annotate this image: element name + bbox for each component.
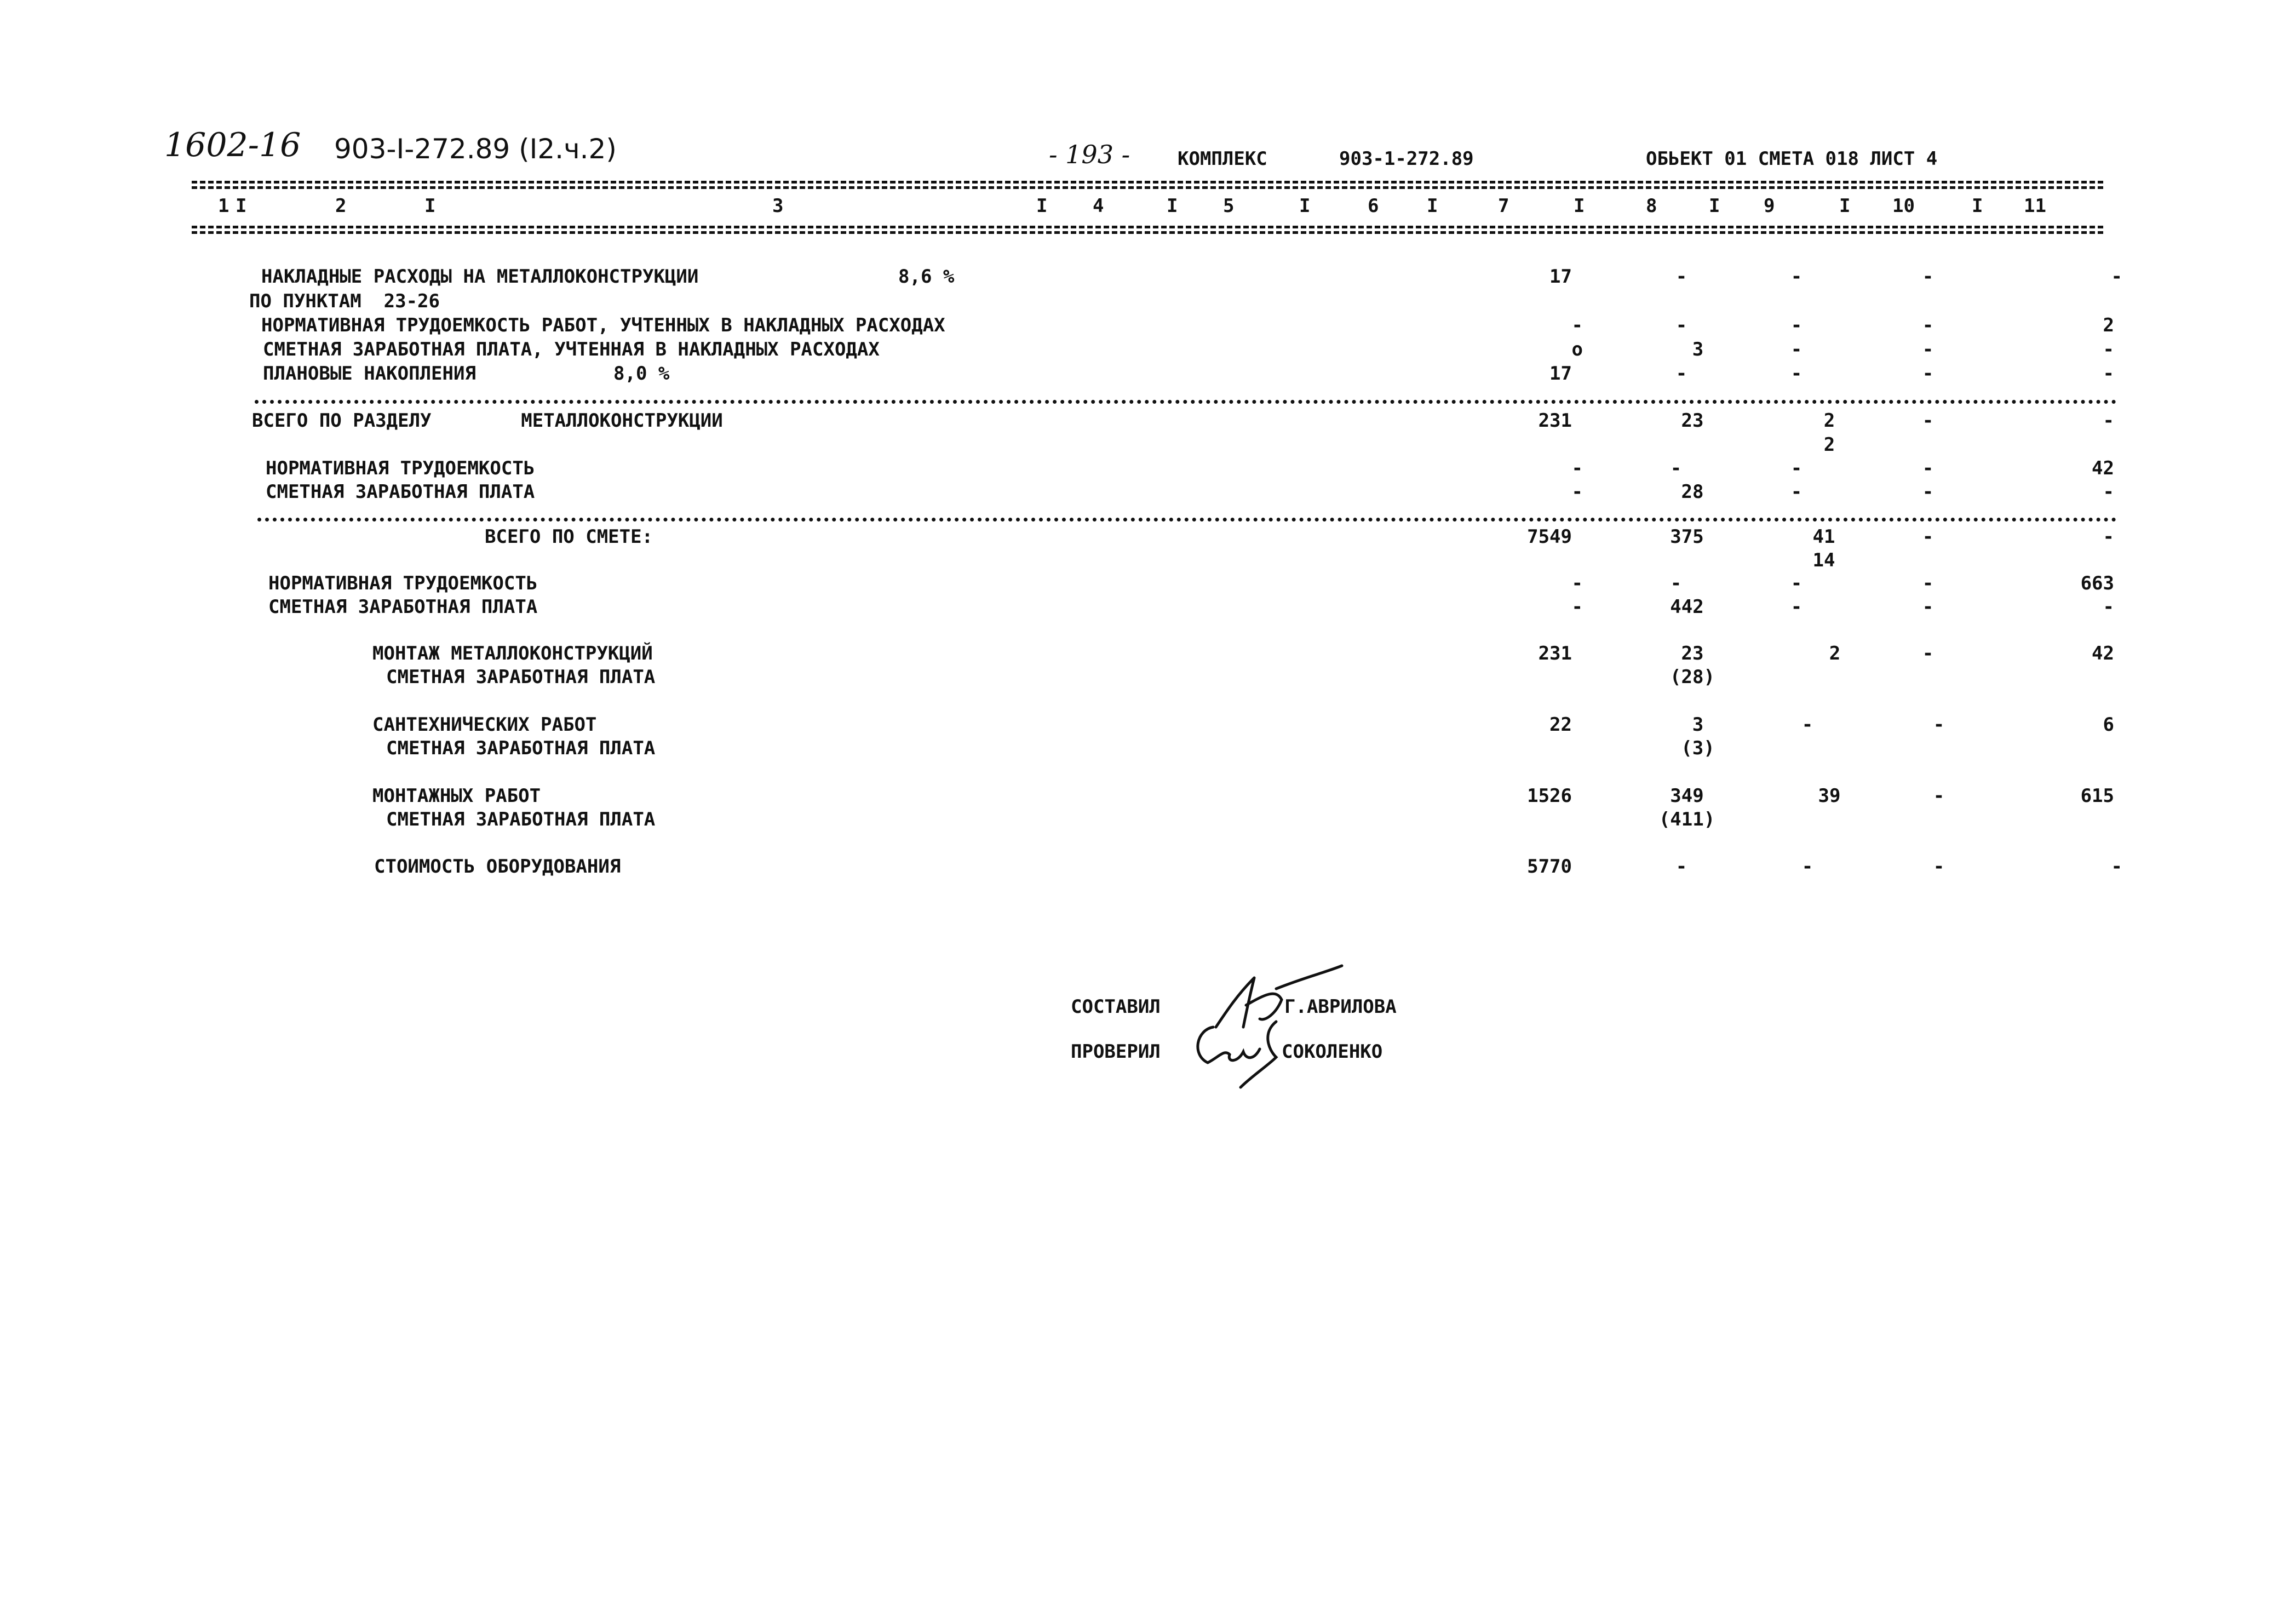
cell-c10: - [1933,714,1945,736]
handwritten-signature-checker [1186,1016,1290,1093]
row-rate: 8,0 % [613,363,670,385]
col-num-1: 1 [218,195,229,217]
cell-c11: 42 [2092,457,2114,479]
complex-label: КОМПЛЕКС [1178,148,1267,170]
row-text: МОНТАЖНЫХ РАБОТ [372,785,541,807]
header-rule-top-2 [192,186,2103,189]
cell-c11: - [2103,526,2114,548]
cell-c7: - [1571,481,1583,503]
cell-c10: - [1922,410,1934,432]
cell-c9: 2 [1823,410,1835,432]
cell-c11: 42 [2092,643,2114,664]
cell-c9: - [1790,363,1803,385]
header-rule-bottom [192,226,2103,228]
cell-c8: 375 [1670,526,1704,548]
page-number: - 193 - [1049,140,1130,169]
cell-c9: - [1790,457,1803,479]
cell-c11: - [2103,339,2114,360]
cell-c10: - [1922,363,1934,385]
col-num-7: 7 [1498,195,1509,217]
row-text: ПО ПУНКТАМ 23-26 [249,290,440,312]
col-sep: I [1167,195,1178,217]
col-sep: I [1839,195,1851,217]
cell-c11: - [2111,856,2122,878]
cell-c8: (411) [1658,809,1715,830]
cell-c8: 28 [1681,481,1704,503]
col-num-10: 10 [1892,195,1915,217]
cell-c8: - [1675,363,1687,385]
row-text: НОРМАТИВНАЯ ТРУДОЕМКОСТЬ [268,572,538,594]
row-text: СМЕТНАЯ ЗАРАБОТНАЯ ПЛАТА [386,809,656,830]
cell-c7: - [1571,457,1583,479]
grand-total-label: ВСЕГО ПО СМЕТЕ: [485,526,653,548]
checked-by-label: ПРОВЕРИЛ [1071,1041,1161,1063]
project-stamp: 903-I-272.89 (I2.ч.2) [334,133,617,165]
row-text: НОРМАТИВНАЯ ТРУДОЕМКОСТЬ РАБОТ, УЧТЕННЫХ В НАКЛАДНЫХ РАСХОДАХ [261,314,945,336]
cell-c7: - [1571,572,1583,594]
cell-c10: - [1922,266,1934,288]
compiled-by-name: Г.АВРИЛОВА [1284,996,1397,1018]
col-num-6: 6 [1368,195,1379,217]
header-rule-bottom-2 [192,231,2103,234]
col-sep: I [1972,195,1983,217]
col-sep: I [236,195,247,217]
cell-c8: (28) [1670,666,1715,688]
cell-c7: 22 [1549,714,1572,736]
col-sep: I [1574,195,1585,217]
object-info: ОБЬЕКТ 01 СМЕТА 018 ЛИСТ 4 [1646,148,1938,170]
cell-c9: 2 [1829,643,1841,664]
row-text: СМЕТНАЯ ЗАРАБОТНАЯ ПЛАТА, УЧТЕННАЯ В НАКЛАДНЫХ РАСХОДАХ [263,339,880,360]
cell-c8: (3) [1681,737,1715,759]
cell-c7: о [1571,339,1583,360]
cell-c10: - [1933,856,1945,878]
col-sep: I [1709,195,1720,217]
row-text: СМЕТНАЯ ЗАРАБОТНАЯ ПЛАТА [386,737,656,759]
col-sep: I [1427,195,1438,217]
cell-c9: 39 [1818,785,1841,807]
cell-c7: - [1571,314,1583,336]
cell-c11: 6 [2103,714,2114,736]
cell-c9: 2 [1823,434,1835,456]
cell-c10: - [1922,572,1934,594]
row-text: СМЕТНАЯ ЗАРАБОТНАЯ ПЛАТА [268,596,538,618]
cell-c8: - [1675,314,1687,336]
cell-c10: - [1922,314,1934,336]
cell-c9: - [1790,339,1803,360]
cell-c9: - [1790,314,1803,336]
cell-c7: 17 [1549,266,1572,288]
col-num-2: 2 [335,195,347,217]
row-text: СМЕТНАЯ ЗАРАБОТНАЯ ПЛАТА [266,481,535,503]
cell-c10: - [1922,596,1934,618]
cell-c8: 3 [1692,339,1704,360]
cell-c10: - [1922,481,1934,503]
cell-c8: 3 [1692,714,1704,736]
cell-c10: - [1922,457,1934,479]
cell-c8: 23 [1681,410,1704,432]
cell-c7: 1526 [1527,785,1572,807]
cell-c8: 349 [1670,785,1704,807]
row-text: САНТЕХНИЧЕСКИХ РАБОТ [372,714,597,736]
cell-c9: 14 [1812,549,1835,571]
cell-c9: 41 [1812,526,1835,548]
col-sep: I [1299,195,1311,217]
cell-c7: 5770 [1527,856,1572,878]
row-rate: 8,6 % [898,266,955,288]
cell-c10: - [1922,526,1934,548]
cell-c7: 231 [1538,410,1572,432]
cell-c10: - [1933,785,1945,807]
cell-c11: 2 [2103,314,2114,336]
row-text: НОРМАТИВНАЯ ТРУДОЕМКОСТЬ [266,457,535,479]
cell-c7: 231 [1538,643,1572,664]
col-num-5: 5 [1223,195,1235,217]
cell-c10: - [1922,339,1934,360]
cell-c8: - [1675,266,1687,288]
header-rule-top [192,181,2103,184]
cell-c11: - [2111,266,2122,288]
col-num-3: 3 [772,195,784,217]
cell-c10: - [1922,643,1934,664]
row-text: МОНТАЖ МЕТАЛЛОКОНСТРУКЦИЙ [372,643,653,664]
cell-c8: 23 [1681,643,1704,664]
cell-c8: - [1670,572,1682,594]
row-text: ПЛАНОВЫЕ НАКОПЛЕНИЯ [263,363,476,385]
col-num-9: 9 [1764,195,1775,217]
cell-c7: 7549 [1527,526,1572,548]
cell-c8: - [1675,856,1687,878]
cell-c8: - [1670,457,1682,479]
compiled-by-label: СОСТАВИЛ [1071,996,1161,1018]
cell-c11: - [2103,481,2114,503]
cell-c7: 17 [1549,363,1572,385]
cell-c9: - [1790,266,1803,288]
cell-c9: - [1801,714,1813,736]
handwritten-doc-number: 1602-16 [164,126,301,164]
grand-total-divider [257,518,2117,521]
cell-c11: - [2103,363,2114,385]
col-num-8: 8 [1646,195,1657,217]
col-num-11: 11 [2024,195,2046,217]
row-text: СТОИМОСТЬ ОБОРУДОВАНИЯ [374,856,621,878]
col-sep: I [424,195,436,217]
cell-c9: - [1801,856,1813,878]
col-sep: I [1036,195,1048,217]
cell-c11: 663 [2080,572,2114,594]
cell-c9: - [1790,481,1803,503]
row-text: СМЕТНАЯ ЗАРАБОТНАЯ ПЛАТА [386,666,656,688]
cell-c9: - [1790,596,1803,618]
cell-c11: 615 [2080,785,2114,807]
cell-c7: - [1571,596,1583,618]
row-text: НАКЛАДНЫЕ РАСХОДЫ НА МЕТАЛЛОКОНСТРУКЦИИ [261,266,699,288]
cell-c11: - [2103,596,2114,618]
section-total-label: ВСЕГО ПО РАЗДЕЛУ МЕТАЛЛОКОНСТРУКЦИИ [252,410,723,432]
section-divider [255,400,2117,404]
checked-by-name: СОКОЛЕНКО [1282,1041,1383,1063]
complex-number: 903-1-272.89 [1339,148,1474,170]
cell-c11: - [2103,410,2114,432]
cell-c8: 442 [1670,596,1704,618]
cell-c9: - [1790,572,1803,594]
col-num-4: 4 [1093,195,1104,217]
